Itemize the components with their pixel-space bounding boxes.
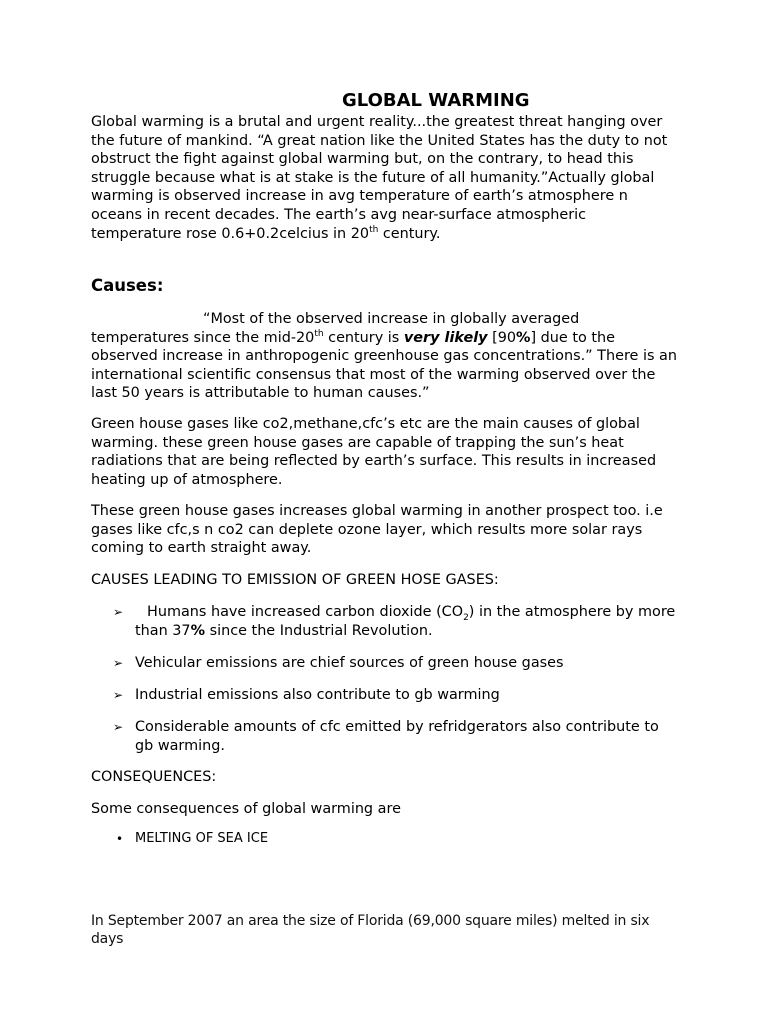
arrow-bullet-icon: ➢ xyxy=(113,688,124,702)
bullet-item-vehicular xyxy=(91,654,681,673)
document-title: GLOBAL WARMING xyxy=(342,90,530,111)
arrow-bullet-icon: ➢ xyxy=(113,720,124,734)
causes-heading: Causes: xyxy=(91,276,164,295)
quote-text-c: [90 xyxy=(487,329,517,346)
quote-superscript: th xyxy=(314,328,324,339)
bullet-item-cfc xyxy=(91,718,681,755)
dot-bullet-icon: • xyxy=(116,832,124,846)
ozone-paragraph: These green house gases increases global warming in another prospect too. i.e gases like cfc,s n co2 can deplete ozone layer, which results more solar rays coming to earth straight away. xyxy=(91,503,663,557)
list-item-sea-ice xyxy=(91,830,681,848)
quote-text-d: ] due to the observed increase in anthropogenic greenhouse gas concentrations.” There is an international scientific consensus that most of the warming observed over the last 50 years is attributable to human causes.” xyxy=(91,329,677,402)
bullet-text-a: Humans have increased carbon dioxide (CO xyxy=(147,604,464,620)
quote-paragraph xyxy=(91,310,681,403)
intro-text-a: Global warming is a brutal and urgent reality...the greatest threat hanging over the future of mankind. “A great nation like the United States has the duty to not obstruct the fight against global warming but, on the contrary, to head this struggle because what is at stake is the future of all humanity.”Actually global warming is observed increase in avg temperature of earth’s atmosphere n oceans in recent decades. The earth’s avg near-surface atmospheric temperature rose 0.6+0.2celcius in 20 xyxy=(91,114,668,242)
list-item-text: MELTING OF SEA ICE xyxy=(135,831,269,846)
bullet-item-industrial xyxy=(91,686,681,705)
arrow-bullet-icon: ➢ xyxy=(113,605,124,619)
intro-paragraph xyxy=(91,113,681,243)
florida-paragraph: In September 2007 an area the size of Florida (69,000 square miles) melted in six days xyxy=(91,913,650,947)
quote-indent xyxy=(91,311,203,327)
bullet-text: Vehicular emissions are chief sources of green house gases xyxy=(135,655,564,671)
bullet-text: Industrial emissions also contribute to gb warming xyxy=(135,687,500,703)
bullet-percent: % xyxy=(190,622,206,639)
quote-text-b: century is xyxy=(323,329,404,346)
consequences-heading: CONSEQUENCES: xyxy=(91,769,217,785)
bullet-text xyxy=(91,603,681,640)
bullet-text-c: since the Industrial Revolution. xyxy=(205,622,433,639)
arrow-bullet-icon: ➢ xyxy=(113,656,124,670)
ghg-paragraph: Green house gases like co2,methane,cfc’s etc are the main causes of global warming. these green house gases are capable of trapping the sun’s heat radiations that are being reflected by earth’s surface. This results in increased heating up of atmosphere. xyxy=(91,416,657,488)
emission-heading: CAUSES LEADING TO EMISSION OF GREEN HOSE GASES: xyxy=(91,572,499,588)
intro-text-b: century. xyxy=(378,225,441,242)
consequences-intro: Some consequences of global warming are xyxy=(91,801,401,817)
bullet-text: Considerable amounts of cfc emitted by refridgerators also contribute to gb warming. xyxy=(135,719,659,754)
quote-text-a: “Most of the observed increase in globally averaged temperatures since the mid-20 xyxy=(91,311,580,346)
bullet-item-co2 xyxy=(91,603,681,640)
intro-superscript: th xyxy=(369,224,379,235)
bullet-text-b: ) in the atmosphere by more than 37 xyxy=(135,604,676,639)
co2-subscript: 2 xyxy=(463,612,469,623)
quote-percent: % xyxy=(516,329,531,346)
quote-emphasis: very likely xyxy=(403,329,488,346)
